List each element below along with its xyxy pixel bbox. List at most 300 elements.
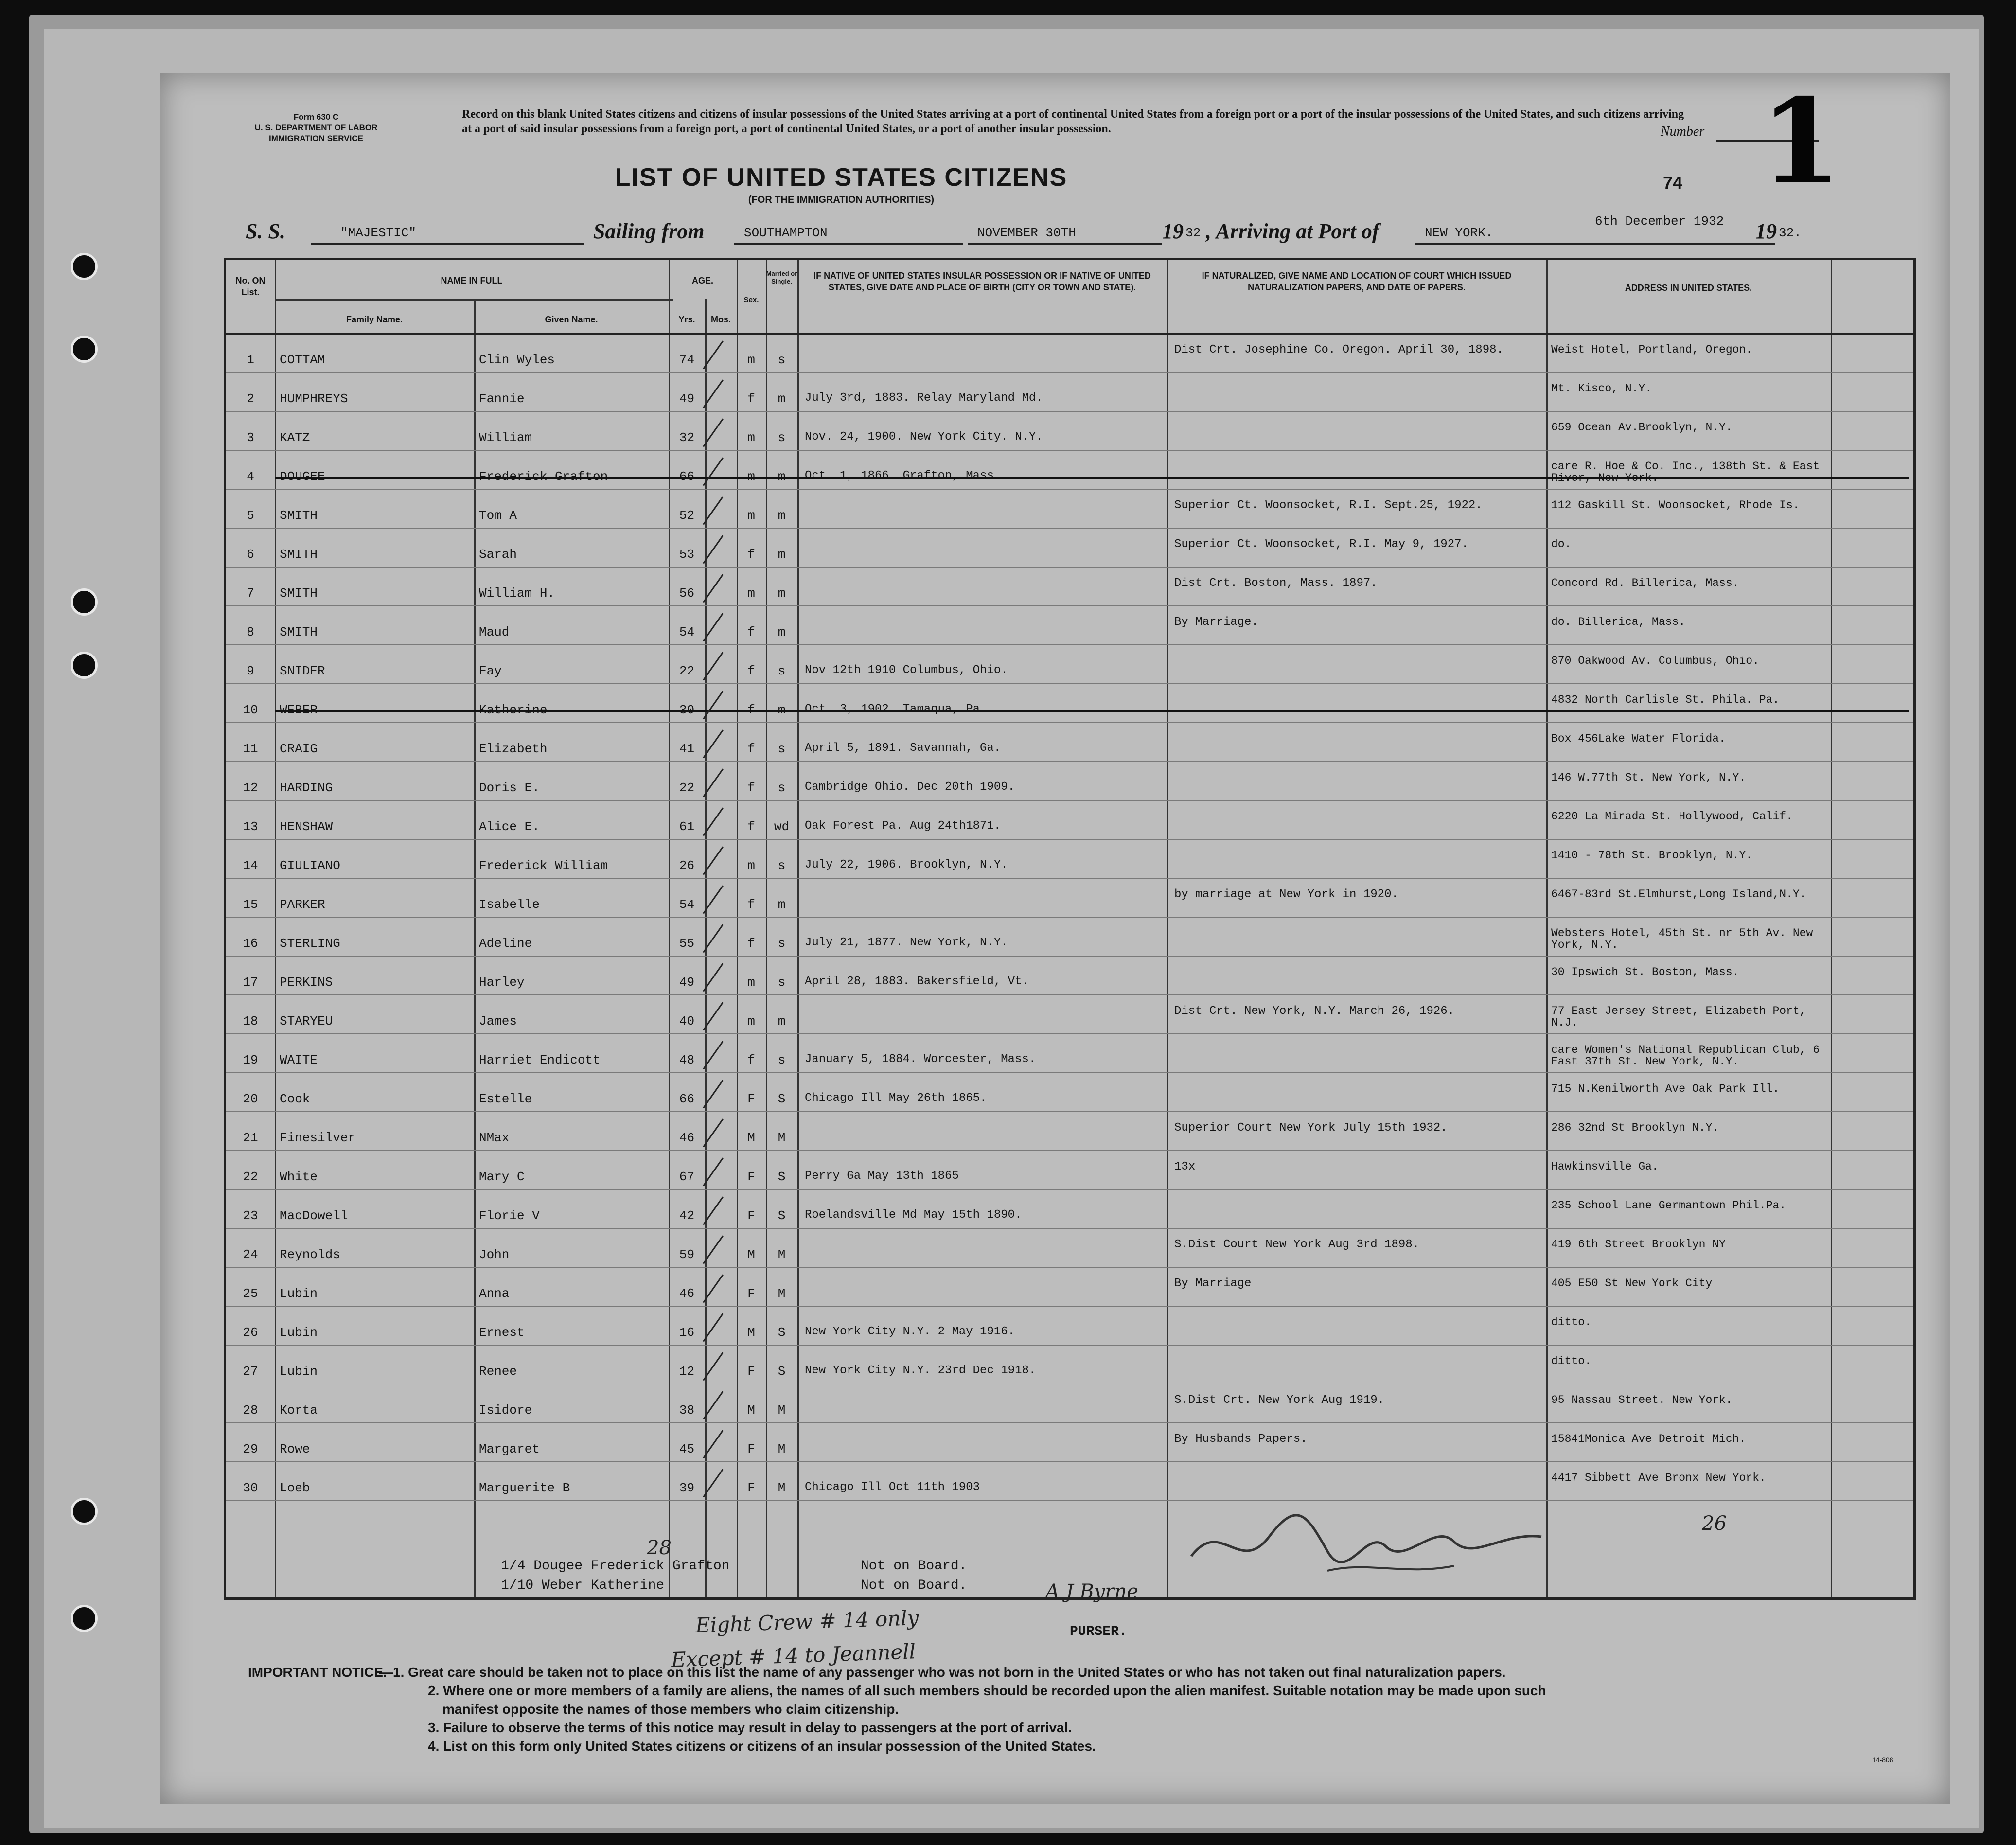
table-row — [226, 683, 1913, 722]
us-address: 870 Oakwood Av. Columbus, Ohio. — [1551, 655, 1759, 667]
marital-status: M — [778, 1131, 786, 1145]
port-underline — [1415, 243, 1775, 245]
family-name: STERLING — [280, 936, 340, 951]
col-header-no: No. ON List. — [235, 276, 265, 297]
us-address: do. — [1551, 538, 1572, 550]
naturalization-info: by marriage at New York in 1920. — [1174, 888, 1398, 901]
ship-name: "MAJESTIC" — [340, 226, 417, 240]
birth-info: Oak Forest Pa. Aug 24th1871. — [805, 819, 1001, 833]
us-address: Weist Hotel, Portland, Oregon. — [1551, 343, 1753, 356]
form-number: Form 630 C — [293, 112, 339, 122]
given-name: Adeline — [479, 936, 532, 951]
family-name: WEBER — [280, 703, 318, 717]
family-name: COTTAM — [280, 353, 325, 367]
given-name: Mary C — [479, 1170, 525, 1184]
family-name: Lubin — [280, 1325, 318, 1340]
family-name: SNIDER — [280, 664, 325, 678]
notice-item-1: —1. Great care should be taken not to place on this list the name of any passenger who was not born in the United States or who has not taken out final naturalization papers. — [379, 1665, 1506, 1680]
col-header-married: Married or Single. — [766, 270, 797, 285]
col-header-birth: IF NATIVE OF UNITED STATES INSULAR POSSESSION OR IF NATIVE OF UNITED STATES, GIVE DATE AND PLACE OF BIRTH (CITY OR TOWN AND STATE). — [813, 271, 1151, 292]
us-address: do. Billerica, Mass. — [1551, 616, 1686, 628]
footnote-1: 1/4 Dougee Frederick Grafton — [501, 1559, 730, 1574]
table-row — [226, 1189, 1913, 1228]
col-header-address: ADDRESS IN UNITED STATES. — [1625, 283, 1752, 293]
sex: F — [747, 1481, 755, 1495]
notice-item-2-cont: manifest opposite the names of those members who claim citizenship. — [442, 1702, 899, 1717]
table-row — [226, 956, 1913, 994]
table-row — [226, 1228, 1913, 1267]
row-number: 16 — [243, 936, 258, 951]
row-number: 23 — [243, 1208, 258, 1223]
row-number: 8 — [247, 625, 254, 639]
col-header-given: Given Name. — [545, 315, 598, 324]
arrival-port: NEW YORK. — [1425, 226, 1493, 240]
family-name: White — [280, 1170, 318, 1184]
age-years: 32 — [679, 430, 695, 445]
us-address: 286 32nd St Brooklyn N.Y. — [1551, 1121, 1719, 1134]
service-label: IMMIGRATION SERVICE — [269, 134, 363, 143]
binder-hole — [71, 336, 98, 363]
row-number: 29 — [243, 1442, 258, 1456]
sex: m — [747, 508, 755, 523]
us-address: Hawkinsville Ga. — [1551, 1160, 1659, 1173]
age-years: 66 — [679, 1092, 695, 1106]
binder-hole — [71, 588, 98, 616]
us-address: Box 456Lake Water Florida. — [1551, 732, 1726, 745]
age-years: 45 — [679, 1442, 695, 1456]
row-number: 1 — [247, 353, 254, 367]
age-years: 66 — [679, 469, 695, 484]
row-number: 13 — [243, 819, 258, 834]
table-row — [226, 878, 1913, 917]
age-years: 55 — [679, 936, 695, 951]
sex: M — [747, 1403, 755, 1418]
age-years: 74 — [679, 353, 695, 367]
us-address: 659 Ocean Av.Brooklyn, N.Y. — [1551, 421, 1733, 434]
birth-info: Cambridge Ohio. Dec 20th 1909. — [805, 781, 1015, 794]
family-name: Finesilver — [280, 1131, 356, 1145]
us-address: 95 Nassau Street. New York. — [1551, 1394, 1733, 1406]
us-address: 419 6th Street Brooklyn NY — [1551, 1238, 1726, 1251]
binder-hole — [71, 652, 98, 679]
given-name: John — [479, 1247, 510, 1262]
row-rule — [226, 1500, 1913, 1501]
age-years: 53 — [679, 547, 695, 562]
notice-item-3: 3. Failure to observe the terms of this notice may result in delay to passengers at the port of arrival. — [428, 1720, 1072, 1735]
naturalization-info: Dist Crt. New York, N.Y. March 26, 1926. — [1174, 1005, 1455, 1018]
sex: m — [747, 858, 755, 873]
marital-status: M — [778, 1247, 786, 1262]
birth-info: Oct. 3, 1902. Tamaqua, Pa. — [805, 703, 987, 716]
marital-status: M — [778, 1442, 786, 1456]
table-row — [226, 450, 1913, 489]
row-number: 12 — [243, 781, 258, 795]
given-name: William H. — [479, 586, 555, 601]
given-name: Margaret — [479, 1442, 540, 1456]
arrival-date: 6th December 1932 — [1595, 214, 1724, 229]
marital-status: m — [778, 1014, 786, 1029]
naturalization-info: By Husbands Papers. — [1174, 1433, 1308, 1446]
col-header-age: AGE. — [691, 276, 713, 285]
sex: F — [747, 1286, 755, 1301]
sheet-number: 1 — [1760, 73, 1841, 210]
given-name: Maud — [479, 625, 510, 639]
table-row — [226, 1345, 1913, 1384]
form-identifier — [170, 112, 462, 144]
sex: f — [747, 781, 755, 795]
sail-date: NOVEMBER 30TH — [977, 226, 1076, 240]
family-name: SMITH — [280, 625, 318, 639]
given-name: Doris E. — [479, 781, 540, 795]
row-number: 11 — [243, 742, 258, 756]
us-address: 77 East Jersey Street, Elizabeth Port, N.J. — [1551, 1005, 1806, 1029]
sex: F — [747, 1442, 755, 1456]
birth-info: Oct. 1, 1866. Grafton, Mass. — [805, 469, 1001, 482]
sex: f — [747, 547, 755, 562]
given-name: Isabelle — [479, 897, 540, 912]
row-number: 18 — [243, 1014, 258, 1029]
marital-status: M — [778, 1481, 786, 1495]
row-number: 7 — [247, 586, 254, 601]
sex: m — [747, 586, 755, 601]
table-row — [226, 528, 1913, 567]
sex: f — [747, 1053, 755, 1067]
marital-status: m — [778, 508, 786, 523]
age-years: 42 — [679, 1208, 695, 1223]
strike-through-line — [275, 477, 1909, 479]
family-name: STARYEU — [280, 1014, 333, 1029]
age-years: 52 — [679, 508, 695, 523]
table-row — [226, 1461, 1913, 1500]
family-name: Rowe — [280, 1442, 310, 1456]
birth-info: July 3rd, 1883. Relay Maryland Md. — [805, 391, 1043, 405]
sex: m — [747, 353, 755, 367]
given-name: Frederick William — [479, 858, 608, 873]
age-years: 67 — [679, 1170, 695, 1184]
table-row — [226, 489, 1913, 528]
strike-through-line — [275, 710, 1909, 712]
family-name: GIULIANO — [280, 858, 340, 873]
table-row — [226, 1033, 1913, 1072]
age-years: 26 — [679, 858, 695, 873]
sex: f — [747, 742, 755, 756]
table-row — [226, 722, 1913, 761]
us-address: 15841Monica Ave Detroit Mich. — [1551, 1433, 1746, 1445]
marital-status: S — [778, 1364, 786, 1379]
family-name: WAITE — [280, 1053, 318, 1067]
table-row — [226, 644, 1913, 683]
us-address: ditto. — [1551, 1355, 1592, 1367]
col-header-family: Family Name. — [346, 315, 403, 324]
col-header-yrs: Yrs. — [678, 315, 695, 324]
given-name: Sarah — [479, 547, 517, 562]
row-number: 25 — [243, 1286, 258, 1301]
birth-info: April 5, 1891. Savannah, Ga. — [805, 742, 1001, 755]
header-subrule — [275, 299, 673, 301]
binder-hole — [71, 1498, 98, 1525]
age-years: 48 — [679, 1053, 695, 1067]
date-underline — [968, 243, 1162, 245]
us-address: care Women's National Republican Club, 6 East 37th St. New York, N.Y. — [1551, 1044, 1820, 1068]
given-name: Ernest — [479, 1325, 525, 1340]
marital-status: m — [778, 625, 786, 639]
col-header-sex: Sex. — [743, 296, 759, 304]
given-name: Anna — [479, 1286, 510, 1301]
marital-status: m — [778, 391, 786, 406]
sex: m — [747, 975, 755, 990]
footnote-2: 1/10 Weber Katherine — [501, 1578, 665, 1593]
marital-status: s — [778, 353, 786, 367]
row-number: 5 — [247, 508, 254, 523]
us-address: 6220 La Mirada St. Hollywood, Calif. — [1551, 810, 1793, 823]
binder-hole — [71, 1605, 98, 1632]
page-subtitle: (FOR THE IMMIGRATION AUTHORITIES) — [748, 195, 935, 205]
age-years: 54 — [679, 897, 695, 912]
naturalization-info: S.Dist Crt. New York Aug 1919. — [1174, 1394, 1385, 1407]
marital-status: s — [778, 1053, 786, 1067]
family-name: KATZ — [280, 430, 310, 445]
row-number: 30 — [243, 1481, 258, 1495]
family-name: SMITH — [280, 508, 318, 523]
marital-status: S — [778, 1170, 786, 1184]
naturalization-info: Dist Crt. Josephine Co. Oregon. April 30, 1898. — [1174, 343, 1503, 356]
naturalization-info: Superior Court New York July 15th 1932. — [1174, 1121, 1448, 1135]
birth-info: Nov 12th 1910 Columbus, Ohio. — [805, 664, 1008, 677]
naturalization-info: Dist Crt. Boston, Mass. 1897. — [1174, 577, 1378, 590]
row-number: 24 — [243, 1247, 258, 1262]
family-name: Lubin — [280, 1286, 318, 1301]
age-years: 49 — [679, 975, 695, 990]
table-row — [226, 761, 1913, 800]
birth-info: January 5, 1884. Worcester, Mass. — [805, 1053, 1036, 1066]
age-years: 22 — [679, 781, 695, 795]
sail-year-prefix: 19 — [1162, 219, 1184, 243]
table-row — [226, 917, 1913, 956]
row-number: 14 — [243, 858, 258, 873]
age-years: 39 — [679, 1481, 695, 1495]
handwritten-note-2: Except # 14 to Jeannell — [671, 1639, 916, 1672]
age-years: 12 — [679, 1364, 695, 1379]
sex: f — [747, 703, 755, 717]
col-header-mos: Mos. — [710, 315, 731, 324]
notice-item-2: 2. Where one or more members of a family are aliens, the names of all such members should be recorded upon the alien manifest. Suitable notation may be made upon such — [428, 1683, 1546, 1698]
family-name: Lubin — [280, 1364, 318, 1379]
us-address: 30 Ipswich St. Boston, Mass. — [1551, 966, 1739, 978]
age-years: 30 — [679, 703, 695, 717]
page-number: 74 — [1663, 173, 1683, 193]
naturalization-info: By Marriage — [1174, 1277, 1252, 1290]
given-name: NMax — [479, 1131, 510, 1145]
age-years: 40 — [679, 1014, 695, 1029]
sex: M — [747, 1247, 755, 1262]
sex: m — [747, 1014, 755, 1029]
age-years: 49 — [679, 391, 695, 406]
ship-underline — [311, 243, 584, 245]
col-header-name: NAME IN FULL — [441, 276, 503, 285]
row-number: 22 — [243, 1170, 258, 1184]
manifest-table — [224, 258, 1916, 1600]
us-address: 715 N.Kenilworth Ave Oak Park Ill. — [1551, 1082, 1780, 1095]
sail-year: 32 — [1185, 226, 1201, 240]
marital-status: M — [778, 1403, 786, 1418]
given-name: Fannie — [479, 391, 525, 406]
us-address: care R. Hoe & Co. Inc., 138th St. & East River, New York. — [1551, 460, 1820, 484]
family-name: HUMPHREYS — [280, 391, 348, 406]
inspector-signature — [1182, 1498, 1551, 1585]
arrival-year: 32. — [1779, 226, 1802, 240]
age-years: 41 — [679, 742, 695, 756]
sex: M — [747, 1325, 755, 1340]
sex: F — [747, 1092, 755, 1106]
us-address: 1410 - 78th St. Brooklyn, N.Y. — [1551, 849, 1753, 862]
purser-signature: A J Byrne — [1045, 1580, 1138, 1603]
given-name: Alice E. — [479, 819, 540, 834]
us-address: 405 E50 St New York City — [1551, 1277, 1713, 1290]
form-instructions: Record on this blank United States citizens and citizens of insular possessions of the United States arriving at a port of continental United States from a foreign port or a port of the insular possessions of the United States, and such citizens arriving at a port of said insular possessions from a foreign port, a port of continental United States, or a port of another insular possession. — [462, 108, 1684, 135]
table-row — [226, 333, 1913, 372]
naturalization-info: S.Dist Court New York Aug 3rd 1898. — [1174, 1238, 1420, 1251]
given-name: Renee — [479, 1364, 517, 1379]
arrival-year-prefix: 19 — [1755, 219, 1777, 243]
age-years: 46 — [679, 1131, 695, 1145]
age-years: 61 — [679, 819, 695, 834]
row-number: 2 — [247, 391, 254, 406]
sheet-mark: 26 — [1702, 1512, 1727, 1535]
naturalization-info: Superior Ct. Woonsocket, R.I. Sept.25, 1922. — [1174, 499, 1483, 512]
form-code: 14-808 — [1872, 1756, 1893, 1764]
sex: f — [747, 391, 755, 406]
marital-status: m — [778, 547, 786, 562]
family-name: HARDING — [280, 781, 333, 795]
family-name: SMITH — [280, 586, 318, 601]
table-row — [226, 1384, 1913, 1422]
department-label: U. S. DEPARTMENT OF LABOR — [254, 123, 378, 132]
marital-status: s — [778, 742, 786, 756]
table-row — [226, 1306, 1913, 1345]
given-name: Clin Wyles — [479, 353, 555, 367]
marital-status: m — [778, 703, 786, 717]
marital-status: m — [778, 897, 786, 912]
birth-info: Roelandsville Md May 15th 1890. — [805, 1208, 1022, 1222]
table-row — [226, 1072, 1913, 1111]
row-number: 9 — [247, 664, 254, 678]
us-address: Concord Rd. Billerica, Mass. — [1551, 577, 1739, 589]
us-address: 6467-83rd St.Elmhurst,Long Island,N.Y. — [1551, 888, 1806, 901]
age-years: 54 — [679, 625, 695, 639]
notice-heading: IMPORTANT NOTICE. — [248, 1665, 387, 1680]
table-row — [226, 1267, 1913, 1306]
marital-status: wd — [774, 819, 790, 834]
us-address: Websters Hotel, 45th St. nr 5th Av. New York, N.Y. — [1551, 927, 1813, 951]
birth-info: Chicago Ill May 26th 1865. — [805, 1092, 987, 1105]
binder-hole — [71, 253, 98, 280]
given-name: Marguerite B — [479, 1481, 570, 1495]
birth-info: July 22, 1906. Brooklyn, N.Y. — [805, 858, 1008, 871]
row-number: 15 — [243, 897, 258, 912]
birth-info: New York City N.Y. 2 May 1916. — [805, 1325, 1015, 1338]
marital-status: s — [778, 781, 786, 795]
table-row — [226, 1422, 1913, 1461]
family-name: Cook — [280, 1092, 310, 1106]
row-number: 3 — [247, 430, 254, 445]
row-number: 28 — [243, 1403, 258, 1418]
footnote-1-status: Not on Board. — [861, 1559, 967, 1574]
given-name: Harriet Endicott — [479, 1053, 601, 1067]
table-row — [226, 839, 1913, 878]
voyage-line — [160, 214, 1950, 253]
marital-status: S — [778, 1208, 786, 1223]
us-address: 146 W.77th St. New York, N.Y. — [1551, 771, 1746, 784]
naturalization-info: 13x — [1174, 1160, 1196, 1173]
ss-label: S. S. — [246, 219, 285, 243]
handwritten-note-1: Eight Crew # 14 only — [695, 1605, 920, 1638]
given-name: Isidore — [479, 1403, 532, 1418]
given-name: Elizabeth — [479, 742, 548, 756]
naturalization-info: By Marriage. — [1174, 616, 1258, 629]
family-name: MacDowell — [280, 1208, 348, 1223]
purser-label: PURSER. — [1070, 1624, 1127, 1639]
sex: m — [747, 469, 755, 484]
age-years: 59 — [679, 1247, 695, 1262]
given-name: James — [479, 1014, 517, 1029]
given-name: Harley — [479, 975, 525, 990]
marital-status: m — [778, 586, 786, 601]
given-name: William — [479, 430, 532, 445]
table-row — [226, 411, 1913, 450]
from-port: SOUTHAMPTON — [744, 226, 828, 240]
family-name: Loeb — [280, 1481, 310, 1495]
row-number: 20 — [243, 1092, 258, 1106]
sex: f — [747, 897, 755, 912]
given-name: Frederick Grafton — [479, 469, 608, 484]
row-number: 17 — [243, 975, 258, 990]
row-number: 10 — [243, 703, 258, 717]
number-label: Number — [1661, 124, 1705, 139]
sailing-label: Sailing from — [593, 219, 705, 243]
row-number: 19 — [243, 1053, 258, 1067]
footnote-2-status: Not on Board. — [861, 1578, 967, 1593]
us-address: 235 School Lane Germantown Phil.Pa. — [1551, 1199, 1786, 1212]
sex: m — [747, 430, 755, 445]
sex: f — [747, 625, 755, 639]
family-name: CRAIG — [280, 742, 318, 756]
given-name: Katherine — [479, 703, 548, 717]
notice-item-4: 4. List on this form only United States citizens or citizens of an insular possession of the United States. — [428, 1739, 1096, 1754]
birth-info: New York City N.Y. 23rd Dec 1918. — [805, 1364, 1036, 1377]
sex: f — [747, 664, 755, 678]
family-name: HENSHAW — [280, 819, 333, 834]
given-name: Florie V — [479, 1208, 540, 1223]
family-name: Reynolds — [280, 1247, 340, 1262]
us-address: ditto. — [1551, 1316, 1592, 1329]
marital-status: s — [778, 430, 786, 445]
table-row — [226, 567, 1913, 605]
family-name: Korta — [280, 1403, 318, 1418]
table-row — [226, 605, 1913, 644]
row-number: 21 — [243, 1131, 258, 1145]
table-row — [226, 1150, 1913, 1189]
marital-status: S — [778, 1092, 786, 1106]
birth-info: July 21, 1877. New York, N.Y. — [805, 936, 1008, 949]
marital-status: s — [778, 858, 786, 873]
sex: f — [747, 936, 755, 951]
sex: F — [747, 1364, 755, 1379]
naturalization-info: Superior Ct. Woonsocket, R.I. May 9, 1927. — [1174, 538, 1468, 551]
birth-info: Nov. 24, 1900. New York City. N.Y. — [805, 430, 1043, 444]
handwritten-count: 28 — [647, 1537, 672, 1559]
row-number: 4 — [247, 469, 254, 484]
table-row — [226, 372, 1913, 411]
